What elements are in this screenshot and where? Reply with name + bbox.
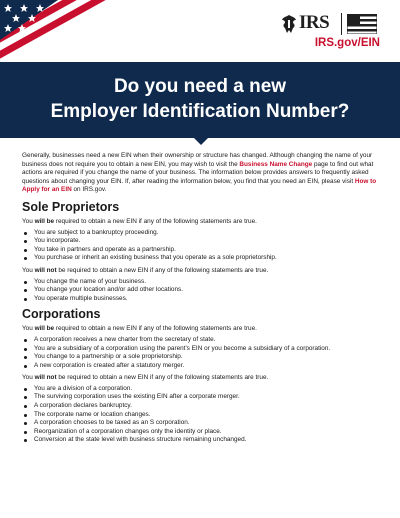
lead-prefix: You xyxy=(22,374,35,382)
sole-willnot-lead xyxy=(22,267,382,276)
list-item: You purchase or inherit an existing business that you operate as a sole proprietorship. xyxy=(22,254,382,263)
lead-suffix: be required to obtain a new EIN if any of the following statements are true. xyxy=(56,374,269,382)
list-item: You change your location and/or add other locations. xyxy=(22,286,382,295)
sole-will-lead xyxy=(22,218,382,227)
lead-bold: will be xyxy=(34,217,55,225)
list-item: A corporation chooses to be taxed as an S corporation. xyxy=(22,419,382,428)
lead-bold: will not xyxy=(34,266,57,274)
list-item: You take in partners and operate as a partnership. xyxy=(22,246,382,255)
title-line-1: Do you need a new xyxy=(113,76,287,97)
corp-will-list xyxy=(22,336,382,370)
lead-bold: will be xyxy=(34,325,55,333)
list-item: You operate multiple businesses. xyxy=(22,295,382,304)
how-to-apply-link[interactable]: How to Apply for an EIN xyxy=(22,177,377,194)
list-item: Conversion at the state level with business structure remaining unchanged. xyxy=(22,436,382,445)
list-item: You change the name of your business. xyxy=(22,278,382,287)
list-item: The surviving corporation uses the existing EIN after a corporate merger. xyxy=(22,393,382,402)
corp-will-lead xyxy=(22,325,382,334)
flag-icon xyxy=(347,14,377,34)
lead-suffix: required to obtain a new EIN if any of the following statements are true. xyxy=(54,217,257,225)
logo-divider xyxy=(341,13,342,35)
lead-bold: will not xyxy=(34,374,57,382)
title-line-2: Employer Identification Number? xyxy=(50,101,350,122)
corp-willnot-lead xyxy=(22,374,382,383)
sole-willnot-list xyxy=(22,278,382,304)
title-banner xyxy=(0,62,400,138)
list-item: Reorganization of a corporation changes only the identity or place. xyxy=(22,428,382,437)
irs-eagle-icon xyxy=(281,14,297,34)
american-flag-graphic xyxy=(0,0,112,62)
intro-text-1: Generally, businesses need a new EIN when their ownership or structure has changed. Although changing the name of your business does not require you to obtain a new EIN, you may wish to visit the xyxy=(22,152,373,168)
list-item: You are subject to a bankruptcy proceeding. xyxy=(22,229,382,238)
business-name-change-link[interactable]: Business Name Change xyxy=(239,160,313,168)
lead-prefix: You xyxy=(22,266,35,274)
intro-paragraph xyxy=(22,152,382,195)
intro-text-2: page to find out what actions are required if you change the name of your business. The information below provides answers to frequently asked questions about changing your EIN. If, after reading the information below, you find that you need an EIN, please visit xyxy=(22,160,374,185)
sole-will-list xyxy=(22,229,382,263)
list-item: You are a subsidiary of a corporation using the parent's EIN or you become a subsidiary of a corporation. xyxy=(22,345,382,354)
lead-suffix: be required to obtain a new EIN if any of the following statements are true. xyxy=(56,266,269,274)
page-title xyxy=(0,74,400,124)
lead-prefix: You xyxy=(22,325,35,333)
list-item: You are a division of a corporation. xyxy=(22,385,382,394)
list-item: You change to a partnership or a sole proprietorship. xyxy=(22,353,382,362)
irs-logo[interactable] xyxy=(281,12,381,36)
section-heading-corporations: Corporations xyxy=(22,307,101,322)
corp-willnot-list xyxy=(22,385,382,445)
page-header xyxy=(0,0,400,62)
irs-logo-text: IRS xyxy=(299,12,330,33)
section-heading-sole-proprietors: Sole Proprietors xyxy=(22,199,120,214)
document-body xyxy=(22,152,382,449)
irs-url[interactable]: IRS.gov/EIN xyxy=(314,37,380,49)
lead-prefix: You xyxy=(22,217,35,225)
list-item: A corporation receives a new charter from the secretary of state. xyxy=(22,336,382,345)
list-item: The corporate name or location changes. xyxy=(22,411,382,420)
list-item: You incorporate. xyxy=(22,237,382,246)
intro-text-3: on IRS.gov. xyxy=(71,186,107,194)
list-item: A corporation declares bankruptcy. xyxy=(22,402,382,411)
list-item: A new corporation is created after a statutory merger. xyxy=(22,362,382,371)
lead-suffix: required to obtain a new EIN if any of the following statements are true. xyxy=(54,325,257,333)
banner-notch xyxy=(193,137,209,145)
